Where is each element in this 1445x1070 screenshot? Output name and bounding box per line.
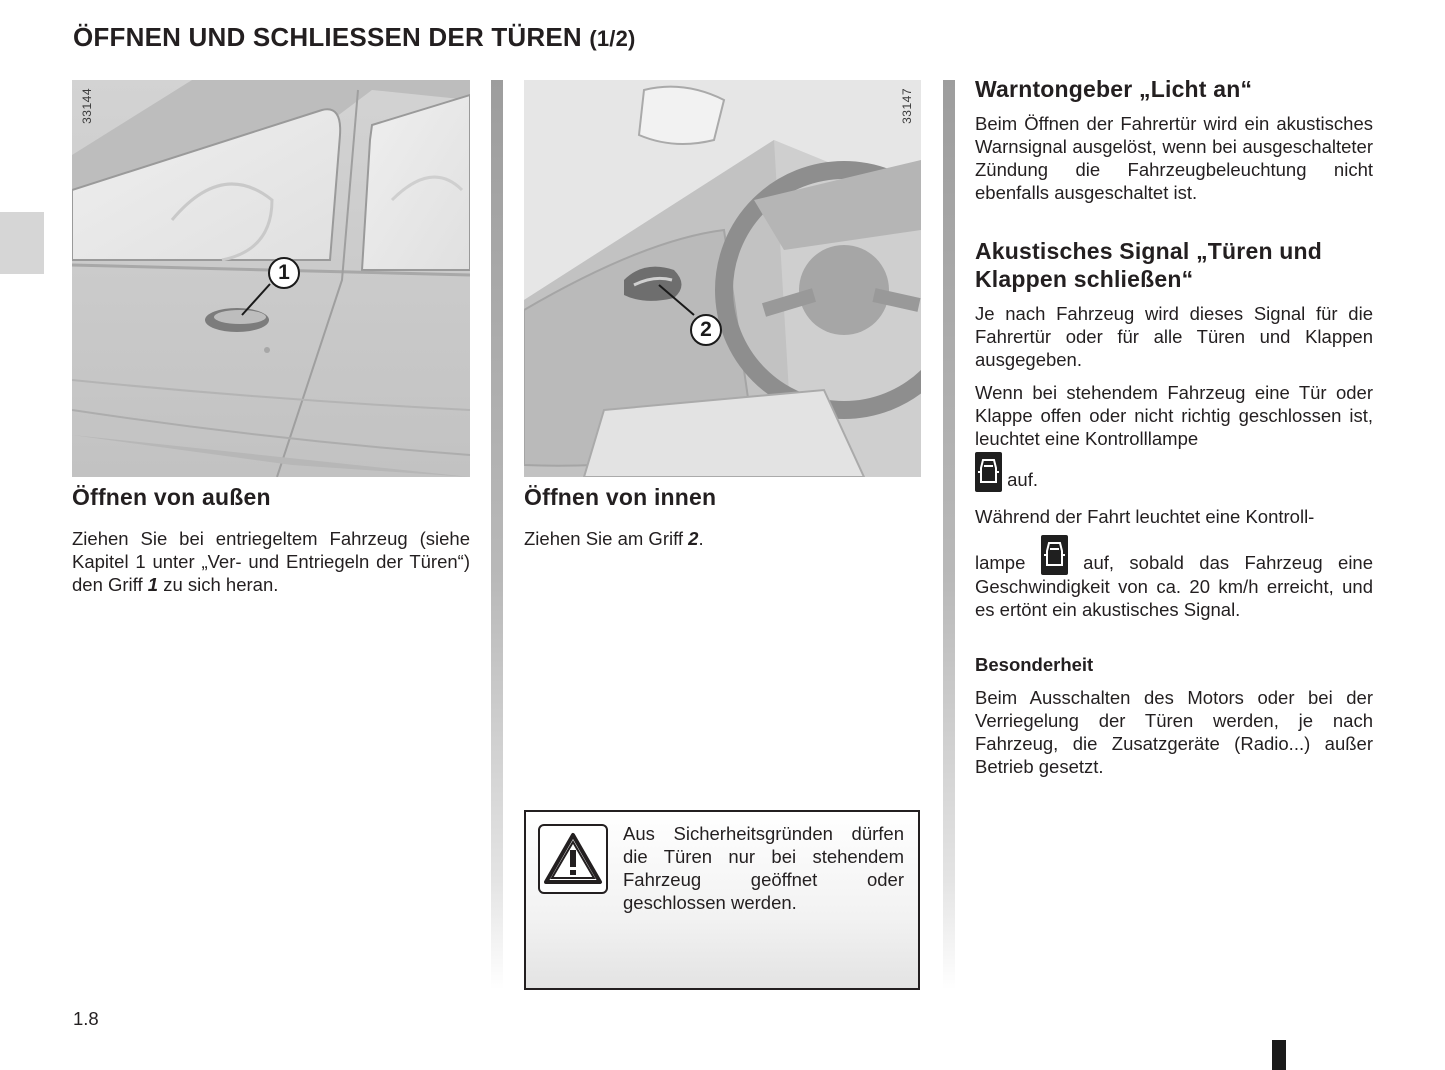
- callout-2: 2: [690, 314, 722, 346]
- door-open-warning-icon: [975, 452, 1002, 492]
- figure-number-left: 33144: [80, 88, 94, 124]
- paragraph-light-warning: Beim Öffnen der Fahrertür wird ein akustisches Warnsignal ausgelöst, wenn bei ausgeschalteter Zündung die Fahrzeugbeleuchtung nicht ebenfalls ausgeschaltet ist.: [975, 113, 1373, 203]
- warning-triangle-icon: [538, 824, 608, 894]
- page-title-main: ÖFFNEN UND SCHLIESSEN DER TÜREN: [73, 22, 582, 52]
- indicator-after-text: auf.: [1007, 469, 1038, 490]
- column-divider-right: [943, 80, 955, 990]
- reference-number: 2: [688, 528, 699, 549]
- page-title: [73, 22, 636, 53]
- paragraph-text-end: auf, sobald das Fahrzeug eine Geschwindigkeit von ca. 20 km/h erreicht, und es ertönt ein akustisches Signal.: [975, 552, 1374, 620]
- reference-number: 1: [147, 574, 159, 595]
- indicator-line-1: [975, 452, 1373, 492]
- warning-text: Aus Sicherheitsgründen dürfen die Türen nur bei stehendem Fahrzeug geöffnet oder geschlossen werden.: [623, 823, 904, 913]
- warning-text-block: [623, 822, 904, 914]
- door-open-warning-icon: [1041, 535, 1068, 575]
- paragraph-text: Wenn bei stehendem Fahrzeug eine Tür oder Klappe offen oder nicht richtig geschlossen ist, leuchtet eine Kontrolllampe: [975, 382, 1373, 449]
- page-title-part: (1/2): [589, 26, 636, 51]
- heading-light-warning: Warntongeber „Licht an“: [975, 76, 1253, 102]
- chapter-tab: [0, 212, 44, 274]
- heading-opening-inside: Öffnen von innen: [524, 484, 717, 510]
- paragraph-opening-inside: [524, 527, 920, 550]
- paragraph-text: Während der Fahrt leuchtet eine Kontroll-: [975, 506, 1315, 527]
- paragraph-text-end: .: [698, 528, 704, 549]
- right-column-text: [975, 75, 1373, 778]
- column-divider-left: [491, 80, 503, 990]
- page-number: 1.8: [73, 1008, 99, 1029]
- paragraph-text-end: zu sich heran.: [158, 574, 279, 595]
- paragraph-door-signal-2: [975, 381, 1373, 450]
- heading-special-note: Besonderheit: [975, 654, 1094, 675]
- paragraph-text: Ziehen Sie am Griff: [524, 528, 689, 549]
- paragraph-special-note: Beim Ausschalten des Motors oder bei der Verriegelung der Türen werden, je nach Fahrzeug, die Zusatzgeräte (Radio...) außer Betrieb gesetzt.: [975, 687, 1373, 777]
- paragraph-text: lampe: [975, 552, 1026, 573]
- paragraph-text: Ziehen Sie bei entriegeltem Fahrzeug (siehe Kapitel 1 unter „Ver- und Entriegeln der Türen“) den Griff: [72, 528, 470, 595]
- paragraph-door-signal-3: [975, 505, 1373, 528]
- figure-interior-door: [524, 80, 922, 477]
- figure-number-middle: 33147: [900, 88, 914, 124]
- page-edge-marker: [1272, 1040, 1286, 1070]
- left-column-text: [72, 483, 470, 596]
- heading-opening-outside: Öffnen von außen: [72, 484, 271, 510]
- paragraph-door-signal-4: [975, 535, 1373, 621]
- heading-door-signal: Akustisches Signal „Türen und Klappen schließen“: [975, 238, 1323, 292]
- paragraph-door-signal-1: Je nach Fahrzeug wird dieses Signal für die Fahrertür oder für alle Türen und Klappen ausgegeben.: [975, 303, 1373, 370]
- middle-column-text: [524, 483, 920, 550]
- paragraph-opening-outside: [72, 527, 470, 596]
- callout-1: 1: [268, 257, 300, 289]
